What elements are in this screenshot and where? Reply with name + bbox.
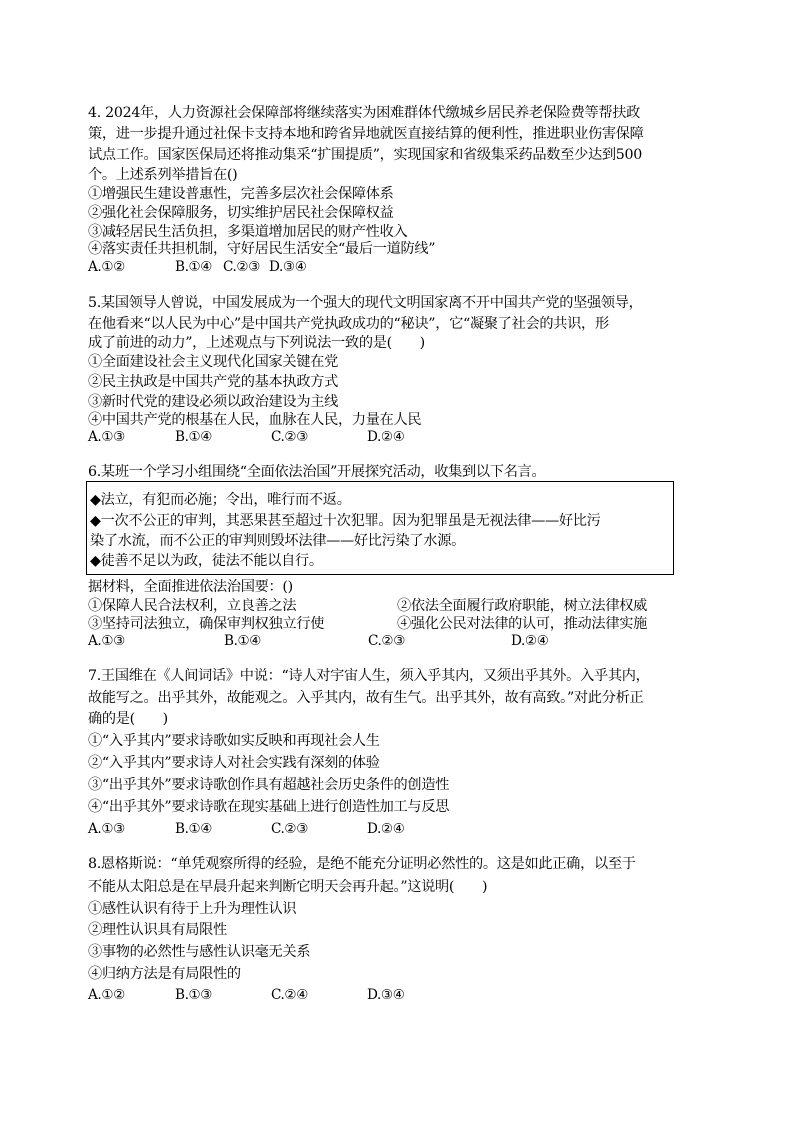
quote-line: ◆一次不公正的审判，其恶果甚至超过十次犯罪。因为犯罪虽是无视法律——好比污 [90,513,601,529]
question-4-option: ④落实责任共担机制，守好居民生活安全“最后一道防线” [88,241,436,257]
question-5-answer-d: D.②④ [367,429,405,445]
question-4-option: ②强化社会保障服务，切实维护居民社会保障权益 [88,205,394,221]
question-7-stem-line: 确的是( ) [88,711,168,727]
question-8-answer-c: C.②④ [271,987,309,1003]
quote-line: ◆法立，有犯而必施；令出，唯行而不返。 [90,492,351,508]
question-6-option: ④强化公民对法律的认可，推动法律实施 [397,616,647,632]
question-5-answer-c: C.②③ [271,429,309,445]
question-5-option: ②民主执政是中国共产党的基本执政方式 [88,374,338,390]
question-7-answer-d: D.②④ [367,821,405,837]
question-6-answer-d: D.②④ [511,633,549,649]
question-4-stem-line: 个。上述系列举措旨在() [88,167,238,183]
question-8-answer-d: D.③④ [367,987,405,1003]
question-6-option: ③坚持司法独立，确保审判权独立行使 [88,616,325,632]
question-4-answer-b: B.①④ [175,259,213,275]
question-7-option: ②“入乎其内”要求诗人对社会实践有深刻的体验 [88,755,380,771]
question-7-option: ③“出乎其外”要求诗歌创作具有超越社会历史条件的创造性 [88,777,450,793]
question-4-stem-line: 4. 2024年，人力资源社会保障部将继续落实为困难群体代缴城乡居民养老保险费等帮扶政 [88,105,641,121]
question-8-option: ③事物的必然性与感性认识毫无关系 [88,944,311,960]
question-8-answer-a: A.①② [88,987,125,1003]
question-6-answer-a: A.①③ [88,633,125,649]
question-7-stem-line: 故能写之。出乎其外，故能观之。入乎其内，故有生气。出乎其外，故有高致。”对此分析正 [88,690,644,706]
question-6-stem-line: 6.某班一个学习小组围绕“全面依法治国”开展探究活动，收集到以下名言。 [88,464,546,480]
question-8-stem-line: 8.恩格斯说：“单凭观察所得的经验，是绝不能充分证明必然性的。这是如此正确，以至于 [88,856,636,872]
question-6-option: ①保障人民合法权利，立良善之法 [88,598,297,614]
question-4-stem-line: 试点工作。国家医保局还将推动集采“扩围提质”，实现国家和省级集采药品数至少达到500 [88,147,642,163]
question-8-option: ④归纳方法是有局限性的 [88,966,241,982]
question-6-option: ②依法全面履行政府职能，树立法律权威 [397,598,647,614]
question-8-stem-line: 不能从太阳总是在早晨升起来判断它明天会再升起。”这说明( ) [88,879,488,895]
question-7-answer-a: A.①③ [88,821,125,837]
question-6-prompt: 据材料，全面推进依法治国要：() [88,579,293,595]
question-4-stem-line: 策，进一步提升通过社保卡支持本地和跨省异地就医直接结算的便利性，推进职业伤害保障 [88,126,644,142]
quote-line: 染了水流，而不公正的审判则毁坏法律——好比污染了水源。 [90,533,465,549]
question-5-option: ①全面建设社会主义现代化国家关键在党 [88,354,338,370]
question-8-option: ①感性认识有待于上升为理性认识 [88,901,297,917]
question-7-answer-b: B.①④ [175,821,213,837]
question-4-answer-a: A.①② [88,259,125,275]
question-5-answer-b: B.①④ [175,429,213,445]
quote-line: ◆徒善不足以为政，徒法不能以自行。 [90,553,323,569]
question-4-answer-c: C.②③ [223,259,261,275]
question-7-answer-c: C.②③ [271,821,309,837]
question-6-answer-c: C.②③ [368,633,406,649]
question-5-stem-line: 在他看来“以人民为中心”是中国共产党执政成功的“秘诀”，它“凝聚了社会的共识，形 [88,316,609,332]
question-8-answer-b: B.①③ [175,987,213,1003]
question-4-option: ①增强民生建设普惠性，完善多层次社会保障体系 [88,186,394,202]
question-4-answer-d: D.③④ [269,259,307,275]
question-5-answer-a: A.①③ [88,429,125,445]
question-6-answer-b: B.①④ [224,633,262,649]
question-7-option: ①“入乎其内”要求诗歌如实反映和再现社会人生 [88,733,380,749]
question-7-option: ④“出乎其外”要求诗歌在现实基础上进行创造性加工与反思 [88,799,450,815]
question-5-option: ③新时代党的建设必须以政治建设为主线 [88,394,338,410]
question-4-option: ③减轻居民生活负担，多渠道增加居民的财产性收入 [88,224,408,240]
question-5-stem-line: 5.某国领导人曾说，中国发展成为一个强大的现代文明国家离不开中国共产党的坚强领导， [88,295,643,311]
question-5-stem-line: 成了前进的动力”，上述观点与下列说法一致的是( ) [88,335,425,351]
question-5-option: ④中国共产党的根基在人民，血脉在人民，力量在人民 [88,412,422,428]
question-7-stem-line: 7.王国维在《人间词话》中说：“诗人对宇宙人生，须入乎其内，又须出乎其外。入乎其内， [88,668,650,684]
question-8-option: ②理性认识具有局限性 [88,922,227,938]
